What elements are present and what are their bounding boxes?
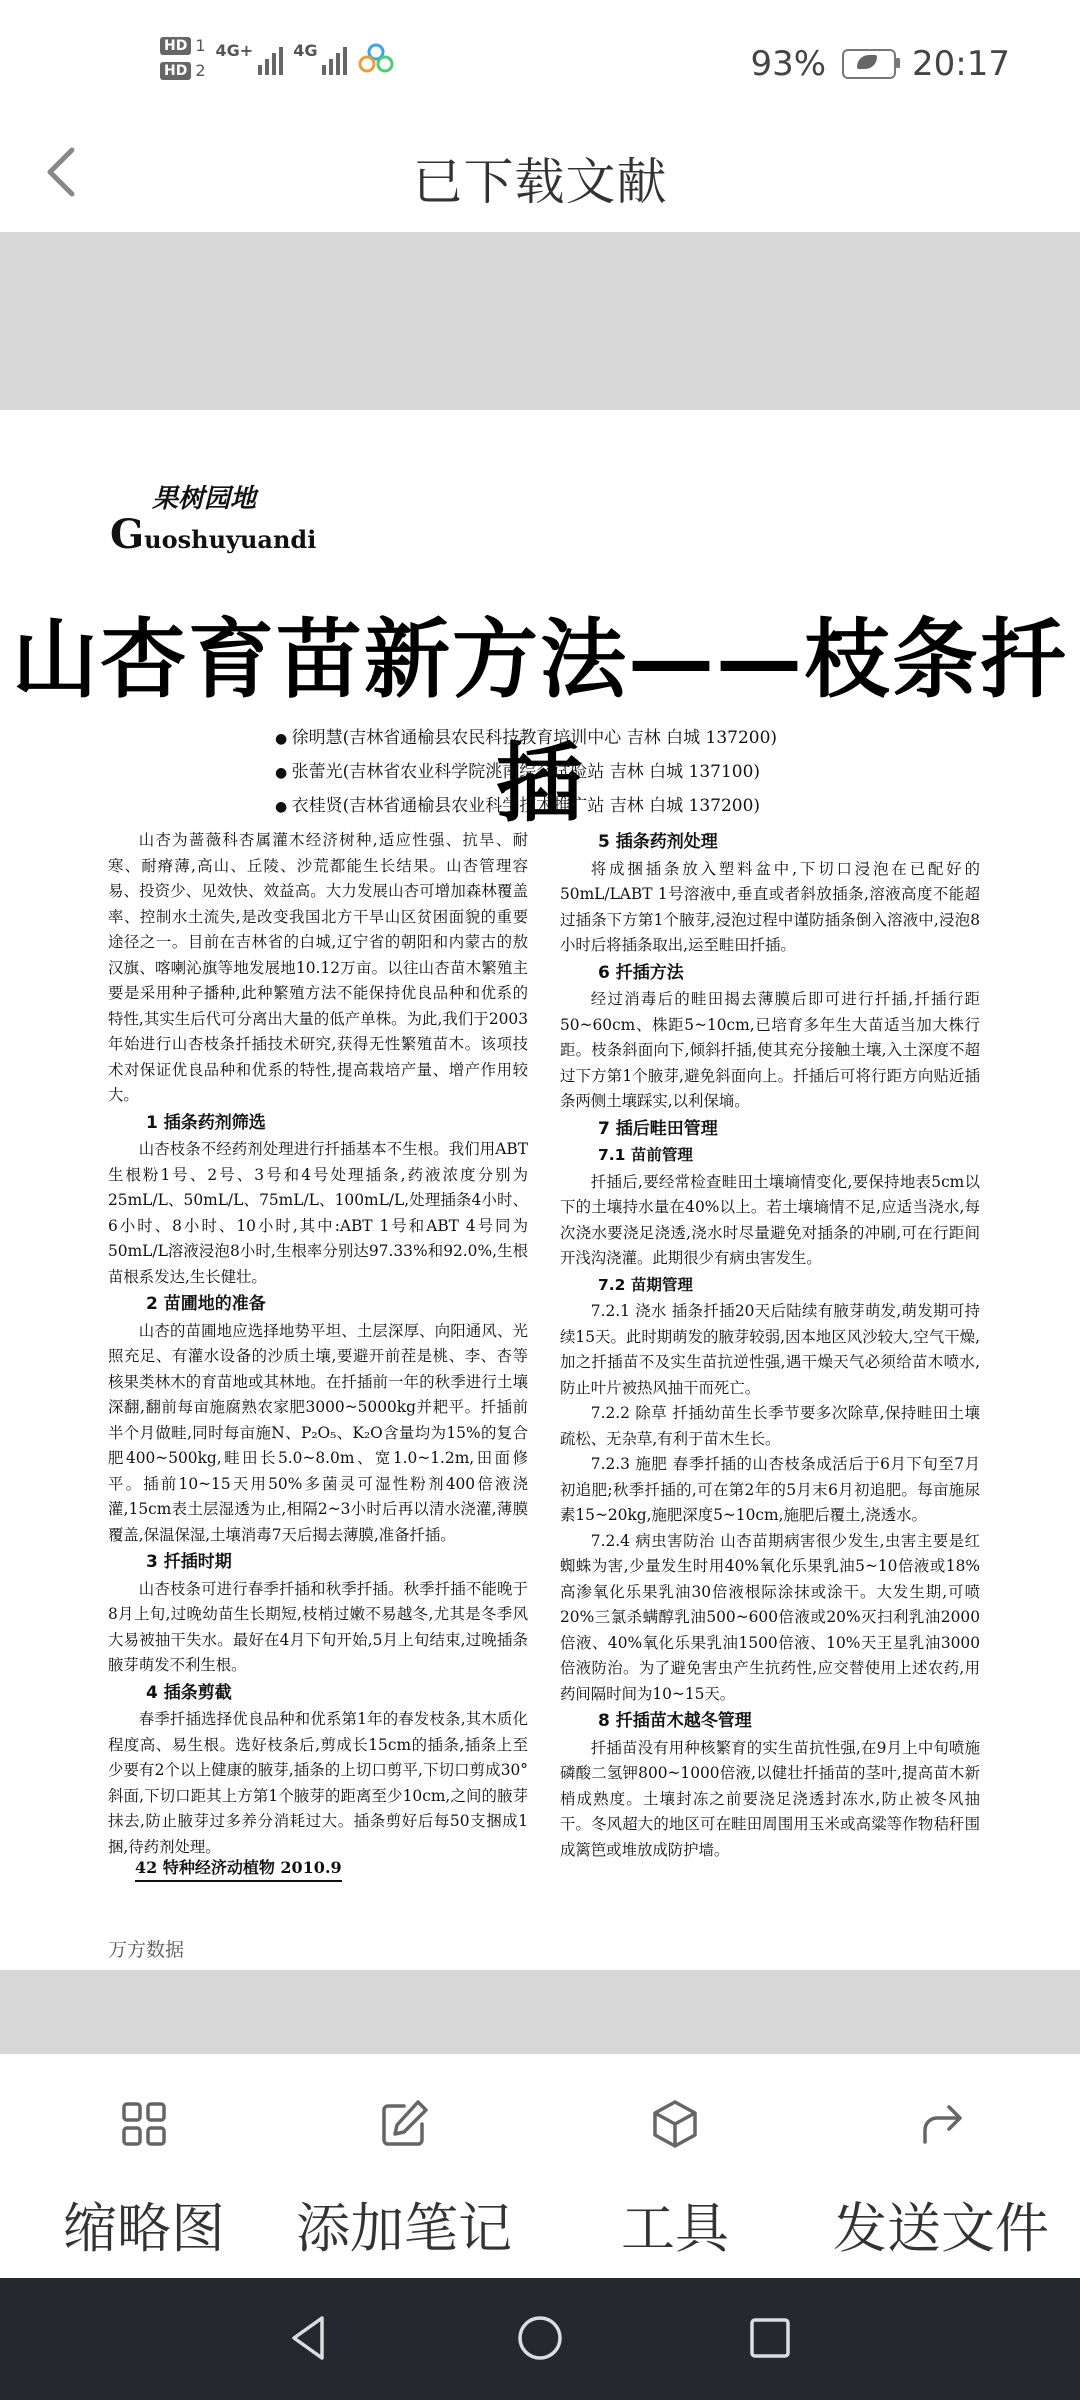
signal-icon: 4G+ xyxy=(216,41,284,75)
status-bar xyxy=(0,0,1080,120)
body-paragraph: 山杏枝条可进行春季扦插和秋季扦插。秋季扦插不能晚于8月上旬,过晚幼苗生长期短,枝梢过嫩不易越冬,尤其是冬季风大易被抽干失水。最好在4月下旬开始,5月上旬结束,过晚插条腋芽萌发不利生根。 xyxy=(108,1579,528,1674)
tools-button[interactable]: 工具 xyxy=(590,2054,760,2263)
body-paragraph: 7.2.3 施肥 春季扦插的山杏枝条成活后于6月下旬至7月初追肥;秋季扦插的,可在第2年的5月末6月初追肥。每亩施尿素15~20kg,施肥深度5~10cm,施肥后覆土,浇透水。 xyxy=(560,1455,980,1524)
thumbnail-button[interactable]: 缩略图 xyxy=(44,2054,244,2263)
status-right xyxy=(750,44,1010,84)
section-heading: 6 扦插方法 xyxy=(598,962,684,983)
body-paragraph: 将成捆插条放入塑料盆中,下切口浸泡在已配好的50mL/LABT 1号溶液中,垂直或者斜放插条,溶液高度不能超过插条下方第1个腋芽,浸泡过程中谨防插条倒入溶液中,浸泡8小时后将插条取出,运至畦田扦插。 xyxy=(560,859,980,954)
section-heading: 7 插后畦田管理 xyxy=(598,1118,718,1139)
section-heading: 7.1 苗前管理 xyxy=(598,1146,693,1164)
article-headline: 山杏育苗新方法——枝条扦插 xyxy=(12,609,1068,834)
author-list xyxy=(275,722,777,824)
brand-en: Guoshuyuandi xyxy=(110,511,317,558)
bottom-toolbar xyxy=(0,2054,1080,2278)
battery-saver-icon xyxy=(842,49,896,79)
system-nav-bar xyxy=(0,2278,1080,2400)
back-triangle-icon[interactable] xyxy=(280,2308,340,2368)
page-title: 已下载文献 xyxy=(412,153,668,211)
body-paragraph: 山杏枝条不经药剂处理进行扦插基本不生根。我们用ABT生根粉1号、2号、3号和4号处理插条,药液浓度分别为25mL/L、50mL/L、75mL/L、100mL/L,处理插条4小时、6小时、8小时、10小时,其中:ABT 1号和ABT 4号同为50mL/L溶液浸泡8小时,生根率分别达97.33%和92.0%,生根苗根系发达,生长健壮。 xyxy=(108,1140,528,1286)
battery-percent: 93% xyxy=(750,44,827,84)
document-page xyxy=(0,410,1080,1970)
page-footer: 42 特种经济动植物 2010.9 xyxy=(135,1855,342,1882)
section-heading: 3 扦插时期 xyxy=(146,1552,232,1572)
clock: 20:17 xyxy=(912,44,1010,84)
grid-icon xyxy=(114,2094,174,2154)
body-column-left xyxy=(108,828,528,1860)
share-icon xyxy=(911,2094,971,2154)
home-circle-icon[interactable] xyxy=(510,2308,570,2368)
author-line: ● 徐明慧(吉林省通榆县农民科技教育培训中心 吉林 白城 137200) xyxy=(275,722,777,756)
hd1-indicator: HD 1 xyxy=(160,36,206,55)
send-file-button[interactable]: 发送文件 xyxy=(826,2054,1056,2263)
body-paragraph: 春季扦插选择优良品种和优系第1年的春发枝条,其木质化程度高、易生根。选好枝条后,剪成长15cm的插条,插条上至少要有2个以上健康的腋芽,插条的上切口剪平,下切口剪成30°斜面,下切口距其上方第1个腋芽的距离至少10cm,之间的腋芽抹去,防止腋芽过多养分消耗过大。插条剪好后每50支捆成1捆,待药剂处理。 xyxy=(108,1710,528,1856)
section-heading: 1 插条药剂筛选 xyxy=(146,1112,266,1133)
body-paragraph: 山杏的苗圃地应选择地势平坦、土层深厚、向阳通风、光照充足、有灌水设备的沙质土壤,要避开前茬是桃、李、杏等核果类林木的育苗地或其林地。在扦插前一年的秋季进行土壤深翻,翻前每亩施腐熟农家肥3000~5000kg并耙平。扦插前半个月做畦,同时每亩施N、P₂O₅、K₂O含量均为15%的复合肥400~500kg,畦田长5.0~8.0m、宽1.0~1.2m,田面修平。插前10~15天用50%多菌灵可湿性粉剂400倍液浇灌,15cm表土层湿透为止,相隔2~3小时后再以清水浇灌,薄膜覆盖,保温保湿,土壤消毒7天后揭去薄膜,准备扦插。 xyxy=(108,1321,528,1544)
body-paragraph: 扦插苗没有用种核繁育的实生苗抗性强,在9月上中旬喷施磷酸二氢钾800~1000倍液,以健壮扦插苗的茎叶,提高苗木新梢成熟度。土壤封冻之前要浇足浇透封冻水,防止被冬风抽干。冬风超大的地区可在畦田周围用玉米或高粱等作物秸秆围成篱笆或堆放成防护墙。 xyxy=(560,1738,980,1859)
section-heading: 2 苗圃地的准备 xyxy=(146,1294,266,1314)
section-heading: 4 插条剪截 xyxy=(146,1682,232,1703)
body-paragraph: 7.2.2 除草 扦插幼苗生长季节要多次除草,保持畦田土壤疏松、无杂草,有利于苗木生长。 xyxy=(560,1404,980,1448)
section-heading: 7.2 苗期管理 xyxy=(598,1275,693,1294)
signal-icon-2: 4G xyxy=(293,41,347,75)
add-note-button[interactable]: 添加笔记 xyxy=(284,2054,524,2263)
body-paragraph: 7.2.4 病虫害防治 山杏苗期病害很少发生,虫害主要是红蜘蛛为害,少量发生时用40%氧化乐果乳油5~10倍液或18%高渗氧化乐果乳油30倍液根际涂抹或涂干。大发生期,可喷20%三氯杀螨醇乳油500~600倍液或20%灭扫利乳油2000倍液、40%氧化乐果乳油1500倍液、10%天王星乳油3000倍液防治。为了避免害虫产生抗药性,应交替使用上述农药,用药间隔时间为10~15天。 xyxy=(560,1531,980,1703)
edit-icon xyxy=(374,2094,434,2154)
brand-cn: 果树园地 xyxy=(152,484,257,514)
recent-square-icon[interactable] xyxy=(740,2308,800,2368)
body-column-right xyxy=(560,828,980,1863)
journal-column-brand xyxy=(110,478,316,558)
watermark: 万方数据 xyxy=(108,1939,185,1961)
hd2-indicator: HD 2 xyxy=(160,61,206,80)
body-paragraph: 山杏为蔷薇科杏属灌木经济树种,适应性强、抗旱、耐寒、耐瘠薄,高山、丘陵、沙荒都能生长结果。山杏管理容易、投资少、见效快、效益高。大力发展山杏可增加森林覆盖率、控制水土流失,是改变我国北方干旱山区贫困面貌的重要途径之一。目前在吉林省的白城,辽宁省的朝阳和内蒙古的敖汉旗、喀喇沁旗等地发展地10.12万亩。以往山杏苗木繁殖主要是采用种子播种,此种繁殖方法不能保持优良品种和优系的特性,其实生后代可分离出大量的低产单株。为此,我们于2003年始进行山杏枝条扦插技术研究,获得无性繁殖苗木。该项技术对保证优良品种和优系的特性,提高栽培产量、增产作用较大。 xyxy=(108,831,528,1104)
section-heading: 5 插条药剂处理 xyxy=(598,832,718,852)
body-paragraph: 经过消毒后的畦田揭去薄膜后即可进行扦插,扦插行距50~60cm、株距5~10cm,已培育多年生大苗适当加大株行距。枝条斜面向下,倾斜扦插,使其充分接触土壤,入土深度不超过下方第1个腋芽,避免斜面向上。扦插后可将行距方向贴近插条两侧土壤踩实,以利保墒。 xyxy=(560,990,980,1110)
body-paragraph: 扦插后,要经常检查畦田土壤墒情变化,要保持地表5cm以下的土壤持水量在40%以上。若土壤墒情不足,应适当浇水,每次浇水要浇足浇透,浇水时尽量避免对插条的冲刷,可在行距间开浅沟浇灌。此期很少有病虫害发生。 xyxy=(560,1172,980,1267)
section-heading: 8 扦插苗木越冬管理 xyxy=(598,1711,752,1731)
app-cluster-icon xyxy=(357,43,395,73)
author-line: ● 衣桂贤(吉林省通榆县农业科学技术推广站 吉林 白城 137200) xyxy=(275,790,777,824)
cube-icon xyxy=(645,2094,705,2154)
body-paragraph: 7.2.1 浇水 插条扦插20天后陆续有腋芽萌发,萌发期可持续15天。此时期萌发的腋芽较弱,因本地区风沙较大,空气干燥,加之扦插苗不及实生苗抗逆性强,遇干燥天气必须给苗木喷水,防止叶片被热风抽干而死亡。 xyxy=(560,1302,980,1397)
title-bar xyxy=(0,120,1080,232)
author-line: ● 张蕾光(吉林省农业科学院洮南综合试验站 吉林 白城 137100) xyxy=(275,756,777,790)
document-viewer[interactable] xyxy=(0,232,1080,2054)
status-left xyxy=(160,36,395,80)
